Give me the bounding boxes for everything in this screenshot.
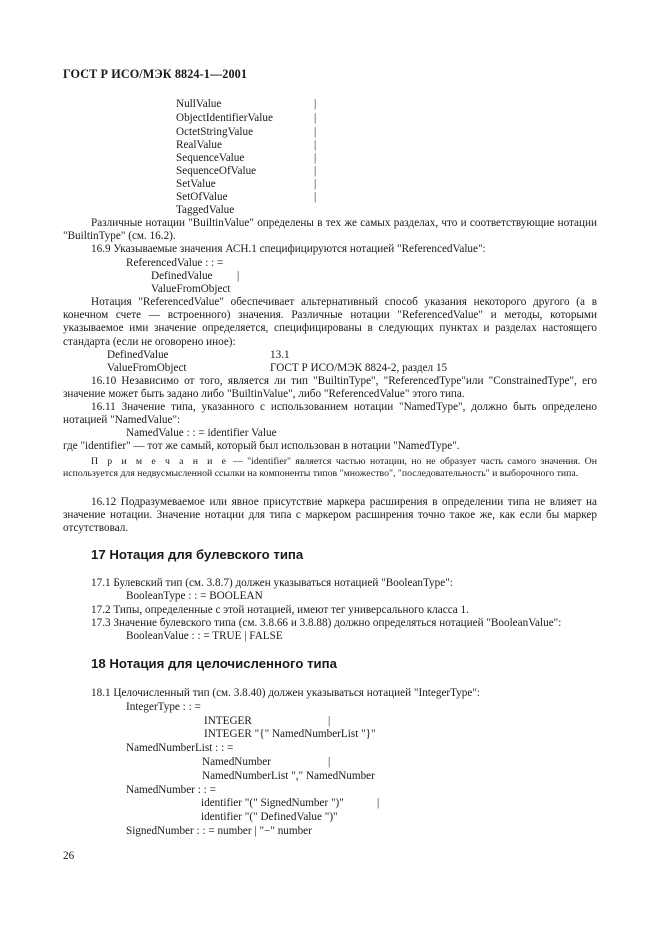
paragraph-referenced-value-note: Нотация "ReferencedValue" обеспечивает альтернативный способ указания некоторого другого (а в конечном счете — встроенного) значения. Различные нотации "ReferencedValue" и методы, которыми указываемое ими значение определяется, специфицированы в следующих пунктах и разделах настоящего стандарта (если не оговорено иное): bbox=[63, 296, 597, 348]
note-label: П р и м е ч а н и е bbox=[91, 456, 229, 467]
paragraph-16-12: 16.12 Подразумеваемое или явное присутствие маркера расширения в определении типа не влияет на значение нотации. Значение нотации для типа с маркером расширения точно такое же, как если бы маркер отсутствовал. bbox=[63, 496, 597, 535]
paragraph-18-1: 18.1 Целочисленный тип (см. 3.8.40) должен указываться нотацией "IntegerType": bbox=[91, 687, 481, 699]
value-list-item: NullValue bbox=[176, 98, 222, 110]
value-list-item: SetValue bbox=[176, 178, 216, 190]
value-list-item: RealValue bbox=[176, 139, 222, 151]
alternative-bar: | bbox=[314, 112, 317, 124]
xref-name-defined-value: DefinedValue bbox=[107, 349, 169, 361]
alternative-bar: | bbox=[314, 139, 317, 151]
named-number-alt-1: identifier "(" SignedNumber ")" bbox=[201, 797, 344, 809]
note bbox=[63, 456, 597, 480]
paragraph-16-11: 16.11 Значение типа, указанного с использованием нотации "NamedType", должно быть определено нотацией "NamedValue": bbox=[63, 401, 597, 427]
paragraph-builtin-value: Различные нотации "BuiltinValue" определены в тех же самых разделах, что и соответствующие нотации "BuiltinType" (см. 16.2). bbox=[63, 217, 597, 243]
alternative-bar: | bbox=[377, 797, 380, 809]
alternative-bar: | bbox=[314, 165, 317, 177]
referenced-value-production: ReferencedValue : : = bbox=[126, 257, 224, 269]
paragraph-17-1: 17.1 Булевский тип (см. 3.8.7) должен указываться нотацией "BooleanType": bbox=[91, 577, 453, 589]
xref-ref-defined-value: 13.1 bbox=[270, 349, 290, 361]
alternative-bar: | bbox=[328, 756, 331, 768]
value-list-item: TaggedValue bbox=[176, 204, 235, 216]
named-number-alt-2: identifier "(" DefinedValue ")" bbox=[201, 811, 338, 823]
value-list-item: SetOfValue bbox=[176, 191, 228, 203]
named-value-production: NamedValue : : = identifier Value bbox=[126, 427, 277, 439]
integer-type-production: IntegerType : : = bbox=[126, 701, 201, 713]
paragraph-16-10: 16.10 Независимо от того, является ли тип "BuiltinType", "ReferencedType"или "ConstrainedType", его значение может быть задано либо "BuiltinValue", либо "ReferencedValue" этого типа. bbox=[63, 375, 597, 401]
alternative-bar: | bbox=[314, 98, 317, 110]
xref-name-value-from-object: ValueFromObject bbox=[107, 362, 187, 374]
paragraph-identifier: где "identifier" — тот же самый, который был использован в нотации "NamedType". bbox=[63, 440, 460, 452]
value-list-item: SequenceValue bbox=[176, 152, 245, 164]
alternative-bar: | bbox=[237, 270, 240, 282]
signed-number-production: SignedNumber : : = number | "−" number bbox=[126, 825, 312, 837]
alternative-bar: | bbox=[328, 715, 331, 727]
integer-type-alt-1: INTEGER bbox=[204, 715, 252, 727]
integer-type-alt-2: INTEGER "{" NamedNumberList "}" bbox=[204, 728, 376, 740]
paragraph-17-2: 17.2 Типы, определенные с этой нотацией, имеют тег универсального класса 1. bbox=[91, 604, 469, 616]
named-number-production: NamedNumber : : = bbox=[126, 784, 216, 796]
alternative-bar: | bbox=[314, 152, 317, 164]
named-number-list-production: NamedNumberList : : = bbox=[126, 742, 234, 754]
value-list-item: SequenceOfValue bbox=[176, 165, 257, 177]
alternative-bar: | bbox=[314, 126, 317, 138]
boolean-value-production: BooleanValue : : = TRUE | FALSE bbox=[126, 630, 283, 642]
named-number-list-alt-2: NamedNumberList "," NamedNumber bbox=[202, 770, 375, 782]
section-17-heading: 17 Нотация для булевского типа bbox=[91, 547, 304, 562]
value-list-item: ObjectIdentifierValue bbox=[176, 112, 273, 124]
alternative-bar: | bbox=[314, 178, 317, 190]
named-number-list-alt-1: NamedNumber bbox=[202, 756, 271, 768]
paragraph-17-3: 17.3 Значение булевского типа (см. 3.8.66 и 3.8.88) должно определяться нотацией "BooleanValue": bbox=[91, 617, 562, 629]
referenced-value-alt-1: DefinedValue bbox=[151, 270, 213, 282]
document-header: ГОСТ Р ИСО/МЭК 8824-1—2001 bbox=[63, 67, 248, 81]
boolean-type-production: BooleanType : : = BOOLEAN bbox=[126, 590, 263, 602]
referenced-value-alt-2: ValueFromObject bbox=[151, 283, 231, 295]
xref-ref-value-from-object: ГОСТ Р ИСО/МЭК 8824-2, раздел 15 bbox=[270, 362, 448, 374]
note-text: — "identifier" является частью нотации, но не образует часть самого значения. Он используется для недвусмысленной ссылки на компоненты типов "множество", "последовательность" и выборочного типа. bbox=[63, 456, 597, 480]
paragraph-16-9: 16.9 Указываемые значения АСН.1 специфицируются нотацией "ReferencedValue": bbox=[91, 243, 486, 255]
value-list-item: OctetStringValue bbox=[176, 126, 254, 138]
section-18-heading: 18 Нотация для целочисленного типа bbox=[91, 656, 337, 671]
alternative-bar: | bbox=[314, 191, 317, 203]
page-number: 26 bbox=[63, 850, 75, 862]
